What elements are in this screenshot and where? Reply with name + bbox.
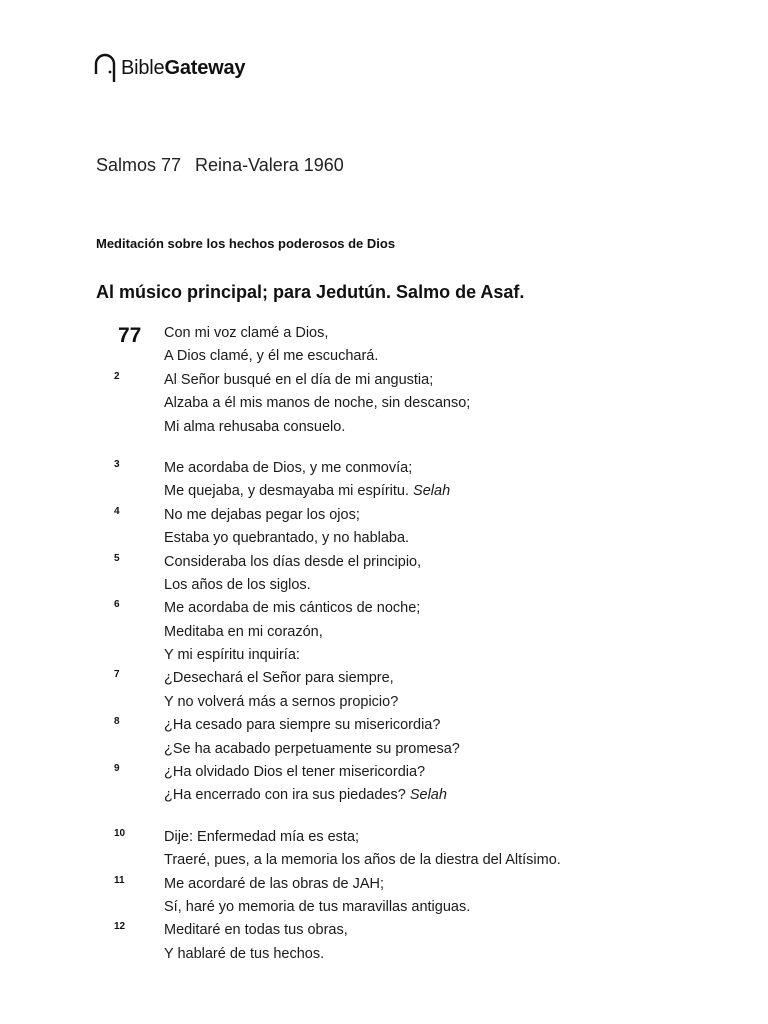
verse-text (164, 714, 440, 737)
verse-text-main: Y hablaré de tus hechos. (164, 945, 325, 962)
verse-text (164, 457, 412, 480)
verse-text-main: Estaba yo quebrantado, y no hablaba. (164, 530, 410, 547)
verse-line (0, 761, 768, 784)
brand-bold: Gateway (164, 57, 246, 79)
verse-text (164, 873, 384, 896)
verse-text-main: Me acordaba de Dios, y me conmovía; (164, 459, 413, 476)
verse-number: 12 (114, 921, 126, 933)
verse-text-main: Alzaba a él mis manos de noche, sin descanso; (164, 395, 471, 412)
verse-line (0, 369, 768, 392)
verse-text (164, 322, 328, 345)
verse-list (0, 322, 768, 966)
verse-line (0, 621, 768, 644)
verse-text-main: Meditaré en todas tus obras, (164, 922, 348, 939)
verse-text (164, 691, 398, 714)
verse-line (0, 784, 768, 807)
verse-line (0, 504, 768, 527)
verse-number: 5 (114, 552, 120, 564)
brand-light: Bible (121, 57, 165, 79)
verse-number: 9 (114, 763, 120, 775)
verse-text-main: Me acordaba de mis cánticos de noche; (164, 600, 421, 617)
book-chapter: Salmos 77 (96, 155, 182, 175)
verse-text (164, 574, 311, 597)
verse-line (0, 597, 768, 620)
verse-text-main: ¿Ha cesado para siempre su misericordia? (164, 717, 441, 734)
verse-line (0, 714, 768, 737)
verse-text (164, 826, 359, 849)
verse-text-main: Me acordaré de las obras de JAH; (164, 875, 385, 892)
verse-text-main: Sí, haré yo memoria de tus maravillas antiguas. (164, 898, 471, 915)
verse-number: 7 (114, 669, 120, 681)
verse-text (164, 738, 460, 761)
verse-text-main: Traeré, pues, a la memoria los años de la diestra del Altísimo. (164, 852, 561, 869)
verse-text (164, 416, 345, 439)
bible-gateway-logo-icon (91, 52, 119, 84)
verse-text-main: No me dejabas pegar los ojos; (164, 506, 360, 523)
verse-line (0, 551, 768, 574)
verse-line (0, 826, 768, 849)
verse-number: 4 (114, 505, 120, 517)
verse-text (164, 667, 394, 690)
verse-line (0, 873, 768, 896)
verse-text-main: Mi alma rehusaba consuelo. (164, 418, 346, 435)
verse-text (164, 551, 421, 574)
verse-number: 3 (114, 458, 120, 470)
verse-line (0, 322, 768, 345)
verse-line (0, 667, 768, 690)
verse-text-main: ¿Ha encerrado con ira sus piedades? (164, 787, 406, 804)
verse-text (164, 504, 360, 527)
verse-text (164, 761, 425, 784)
selah-marker: Selah (409, 787, 447, 804)
verse-text (164, 849, 561, 872)
verse-line (0, 392, 768, 415)
verse-line (0, 416, 768, 439)
verse-number: 6 (114, 599, 120, 611)
verse-text-main: A Dios clamé, y él me escuchará. (164, 348, 379, 365)
psalm-subtitle: Al músico principal; para Jedutún. Salmo de Asaf. (96, 282, 525, 302)
verse-line (0, 919, 768, 942)
selah-marker: Selah (413, 483, 451, 500)
verse-number: 11 (114, 874, 125, 886)
verse-text-main: Me quejaba, y desmayaba mi espíritu. (164, 483, 410, 500)
verse-text (164, 392, 470, 415)
verse-text (164, 345, 378, 368)
verse-text-main: ¿Se ha acabado perpetuamente su promesa? (164, 740, 460, 757)
verse-text (164, 369, 433, 392)
verse-number: 2 (114, 370, 120, 382)
section-heading: Meditación sobre los hechos poderosos de Dios (96, 236, 396, 251)
verse-text (164, 784, 447, 807)
verse-text (164, 621, 323, 644)
verse-text-main: ¿Desechará el Señor para siempre, (164, 670, 394, 687)
verse-text-main: Y mi espíritu inquiría: (164, 647, 300, 664)
verse-number: 10 (114, 827, 126, 839)
verse-text (164, 480, 450, 503)
verse-text (164, 919, 348, 942)
verse-text-main: Meditaba en mi corazón, (164, 623, 323, 640)
verse-line (0, 457, 768, 480)
verse-text-main: Consideraba los días desde el principio, (164, 553, 422, 570)
verse-text-main: Los años de los siglos. (164, 576, 311, 593)
verse-text (164, 597, 420, 620)
bible-version: Reina-Valera 1960 (195, 155, 344, 175)
chapter-number: 77 (118, 324, 142, 347)
passage-reference (96, 155, 344, 176)
verse-line (0, 943, 768, 966)
biblegateway-logo[interactable] (91, 52, 245, 84)
verse-text-main: Al Señor busqué en el día de mi angustia; (164, 371, 434, 388)
verse-text (164, 943, 324, 966)
brand-wordmark (121, 52, 245, 84)
verse-text (164, 527, 409, 550)
verse-text (164, 644, 300, 667)
verse-text-main: Con mi voz clamé a Dios, (164, 325, 329, 341)
verse-text-main: Dije: Enfermedad mía es esta; (164, 828, 360, 845)
verse-number: 8 (114, 716, 120, 728)
verse-text-main: Y no volverá más a sernos propicio? (164, 693, 399, 710)
verse-text (164, 896, 470, 919)
verse-text-main: ¿Ha olvidado Dios el tener misericordia? (164, 764, 426, 781)
